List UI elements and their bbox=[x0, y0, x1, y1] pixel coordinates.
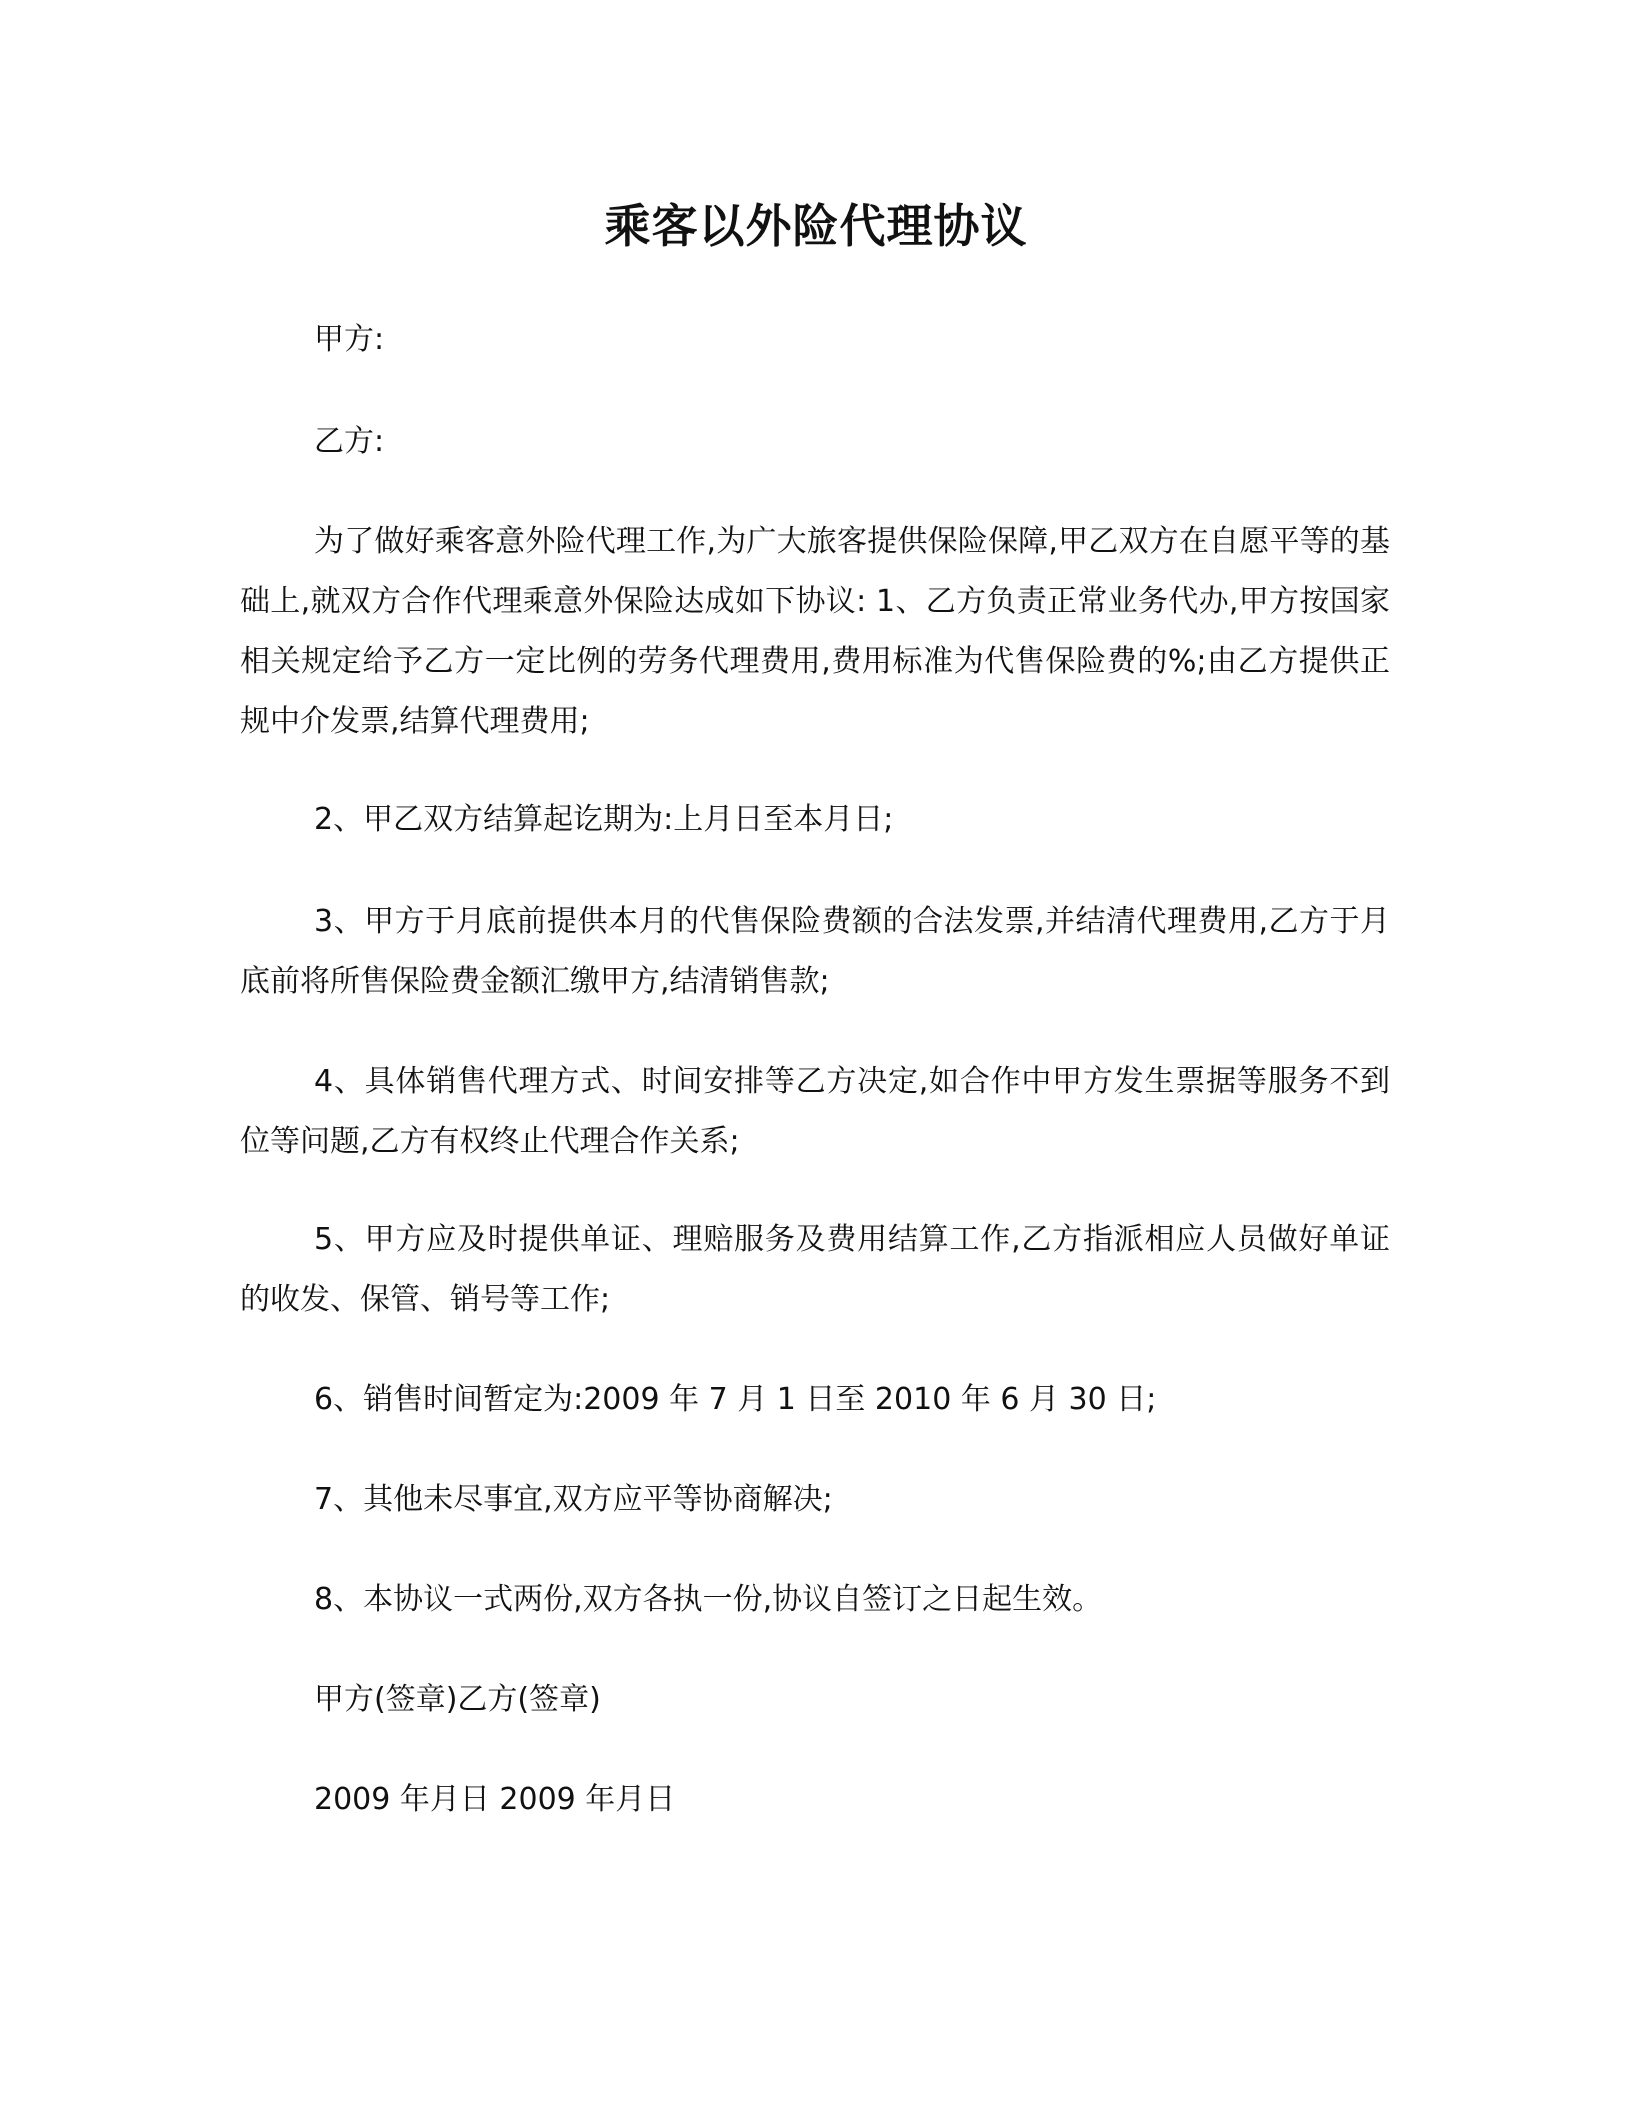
clause-4: 4、具体销售代理方式、时间安排等乙方决定,如合作中甲方发生票据等服务不到位等问题,乙方有权终止代理合作关系; bbox=[240, 1064, 1390, 1159]
document-title: 乘客以外险代理协议 bbox=[604, 199, 1028, 253]
signature-line: 甲方(签章)乙方(签章) bbox=[314, 1682, 601, 1717]
clause-7: 7、其他未尽事宜,双方应平等协商解决; bbox=[314, 1482, 833, 1517]
date-line: 2009 年月日 2009 年月日 bbox=[314, 1782, 676, 1817]
clause-8: 8、本协议一式两份,双方各执一份,协议自签订之日起生效。 bbox=[314, 1582, 1103, 1617]
clause-3: 3、甲方于月底前提供本月的代售保险费额的合法发票,并结清代理费用,乙方于月底前将所售保险费金额汇缴甲方,结清销售款; bbox=[240, 904, 1390, 999]
clause-5: 5、甲方应及时提供单证、理赔服务及费用结算工作,乙方指派相应人员做好单证的收发、保管、销号等工作; bbox=[240, 1222, 1390, 1317]
intro-paragraph: 为了做好乘客意外险代理工作,为广大旅客提供保险保障,甲乙双方在自愿平等的基础上,就双方合作代理乘意外保险达成如下协议: 1、乙方负责正常业务代办,甲方按国家相关规定给予乙方一定比例的劳务代理费用,费用标准为代售保险费的%;由乙方提供正规中介发票,结算代理费用; bbox=[240, 524, 1390, 739]
clause-6: 6、销售时间暂定为:2009 年 7 月 1 日至 2010 年 6 月 30 日; bbox=[314, 1382, 1157, 1417]
party-a-line: 甲方: bbox=[314, 322, 385, 357]
party-b-line: 乙方: bbox=[314, 424, 385, 459]
clause-2: 2、甲乙双方结算起讫期为:上月日至本月日; bbox=[314, 802, 894, 837]
